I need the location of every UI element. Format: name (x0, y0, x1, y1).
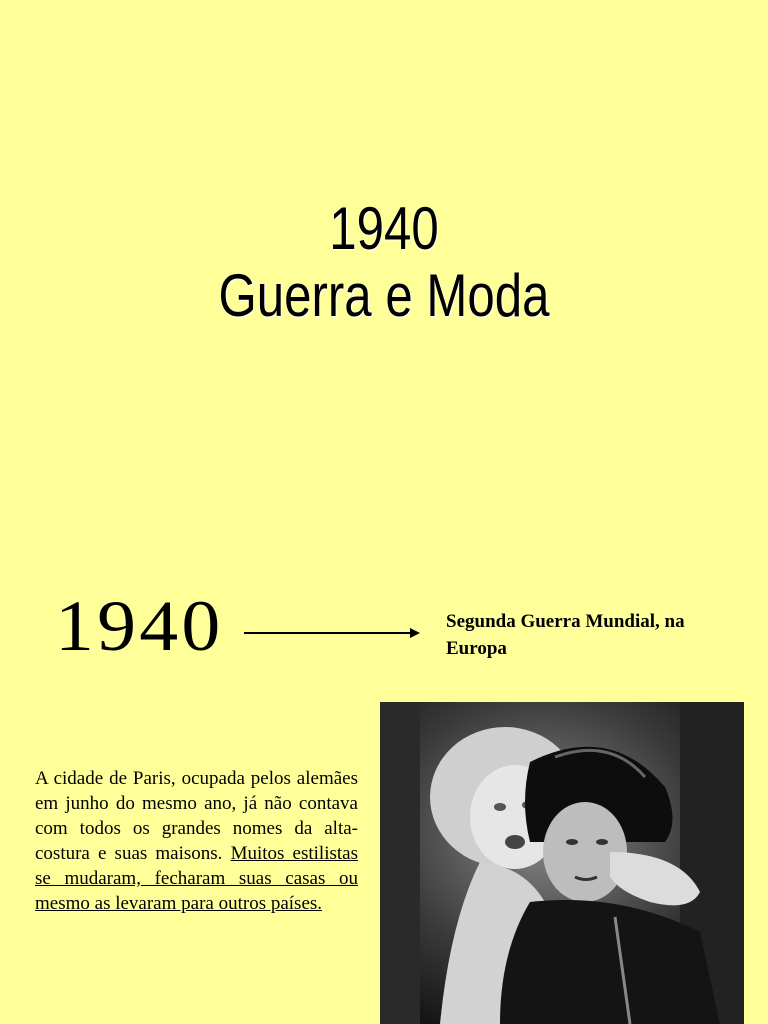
photo-illustration (380, 702, 744, 1024)
slide-title (0, 195, 768, 329)
timeline-arrow-icon (244, 625, 420, 641)
paragraph-plain-text: A cidade de Paris, ocupada pelos alemães em junho do mesmo ano, já não contava com todos os grandes nomes da alta-costura e suas maisons. (35, 768, 358, 864)
timeline-year: 1940 (55, 586, 224, 666)
body-paragraph (35, 766, 358, 916)
war-photo (380, 702, 744, 1024)
timeline-event: Segunda Guerra Mundial, na Europa (446, 611, 685, 659)
title-subtitle: Guerra e Moda (218, 262, 550, 330)
title-year: 1940 (329, 195, 439, 262)
paragraph-underlined-text: Muitos estilistas se mudaram, fecharam suas casas ou mesmo as levaram para outros países. (35, 843, 358, 914)
